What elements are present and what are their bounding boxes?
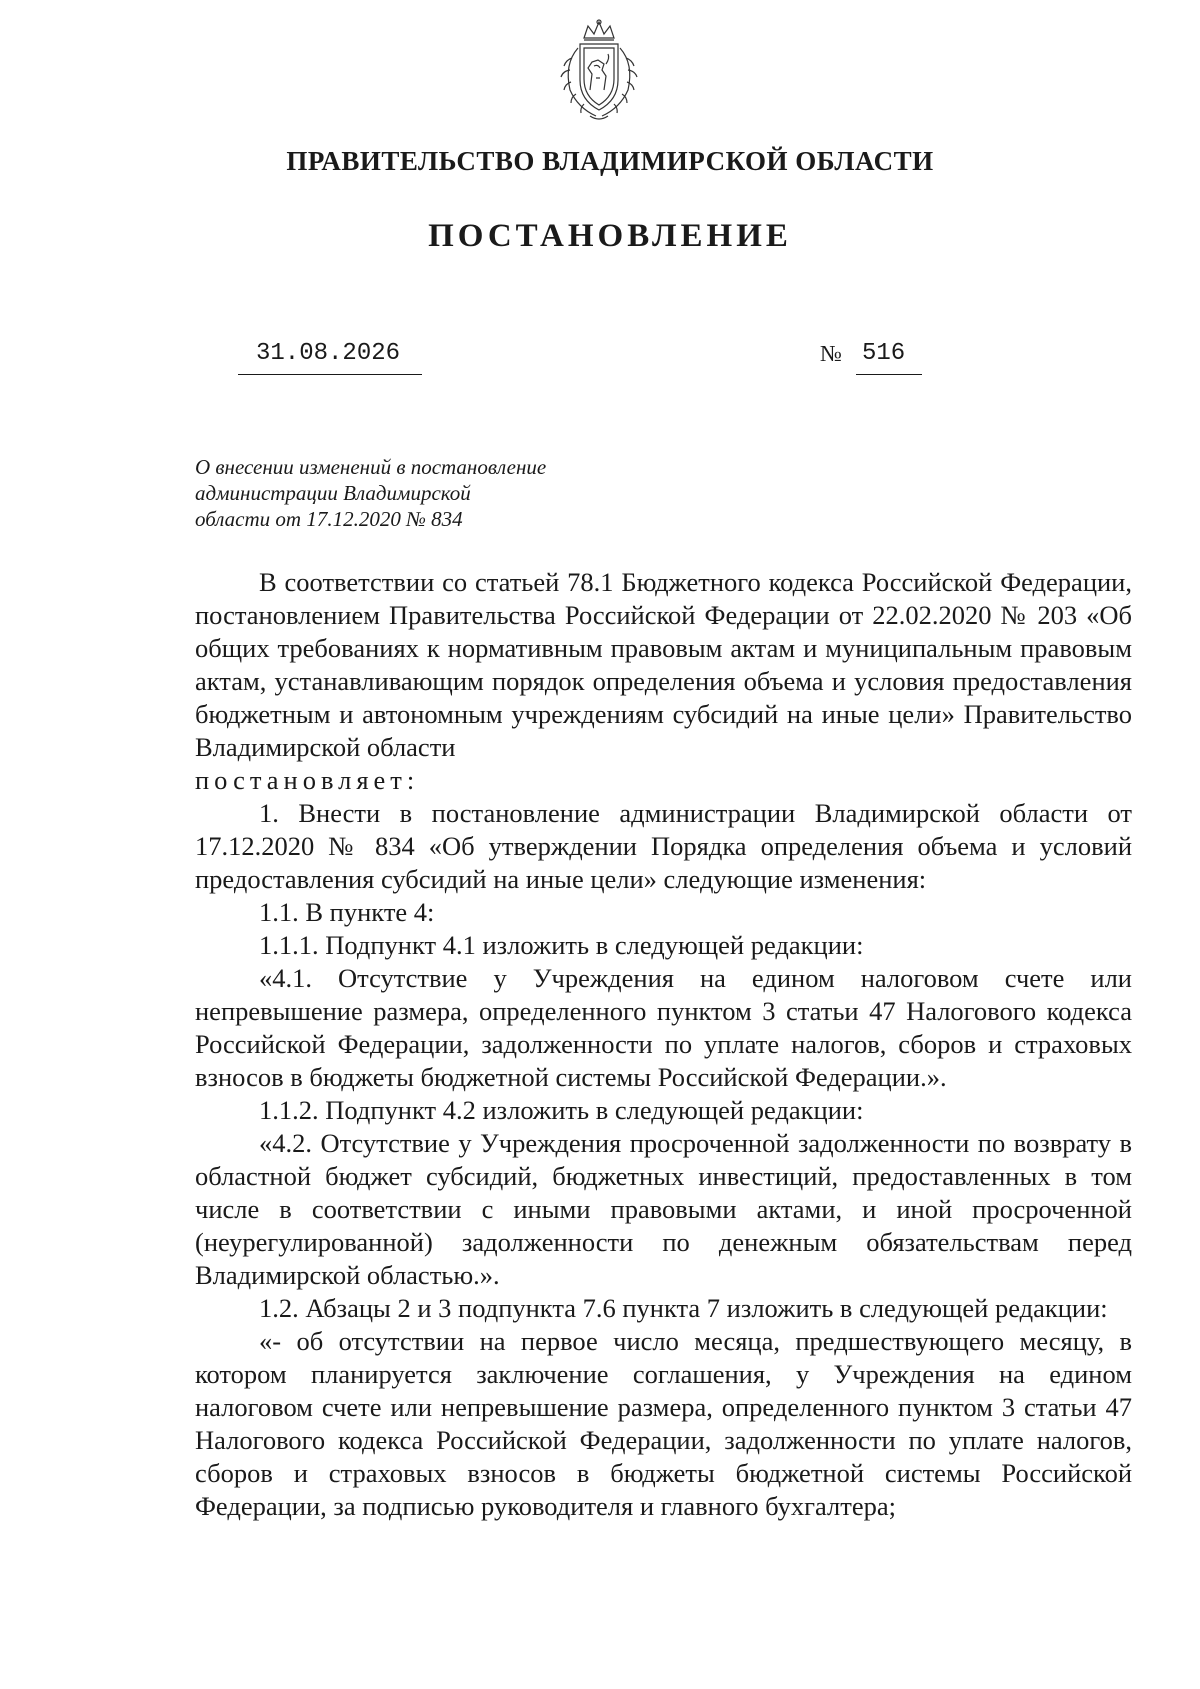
document-type: ПОСТАНОВЛЕНИЕ [428,218,792,254]
coat-of-arms-icon [540,18,658,124]
body-paragraph: «- об отсутствии на первое число месяца, предшествующего месяцу, в котором планируется заключение соглашения, у Учреждения на едином налоговом счете или непревышение размера, определенного пунктом 3 статьи 47 Налогового кодекса Российской Федерации, задолженности по уплате налогов, сборов и страховых взносов в бюджеты бюджетной системы Российской Федерации, за подписью руководителя и главного бухгалтера; [195,1326,1132,1521]
preamble-paragraph: В соответствии со статьей 78.1 Бюджетного кодекса Российской Федерации, постановлением Правительства Российской Федерации от 22.02.2020 № 203 «Об общих требованиях к нормативным правовым актам и муниципальным правовым актам, устанавливающим порядок определения объема и условия предоставления бюджетным и автономным учреждениям субсидий на иные цели» Правительство Владимирской области [195,567,1132,762]
body-paragraph: 1.1. В пункте 4: [259,897,435,927]
organization-name: ПРАВИТЕЛЬСТВО ВЛАДИМИРСКОЙ ОБЛАСТИ [286,146,934,176]
subject-line: администрации Владимирской [195,481,471,505]
number-underline [856,374,922,375]
subject-line: О внесении изменений в постановление [195,455,547,479]
body-paragraph: 1.1.2. Подпункт 4.2 изложить в следующей редакции: [259,1095,864,1125]
coat-of-arms-emblem [540,18,658,124]
date-underline [238,374,422,375]
body-paragraph: 1.2. Абзацы 2 и 3 подпункта 7.6 пункта 7 изложить в следующей редакции: [259,1293,1108,1323]
document-date: 31.08.2026 [256,340,401,367]
subject-line: области от 17.12.2020 № 834 [195,507,463,531]
body-paragraph: 1.1.1. Подпункт 4.1 изложить в следующей редакции: [259,930,864,960]
document-body [195,566,1132,1523]
document-subject [195,454,675,532]
body-paragraph: «4.2. Отсутствие у Учреждения просроченной задолженности по возврату в областной бюджет субсидий, бюджетных инвестиций, предоставленных в том числе в соответствии с иными правовыми актами, и иной просроченной (неурегулированной) задолженности по денежным обязательствам перед Владимирской областью.». [195,1128,1132,1290]
body-paragraph: «4.1. Отсутствие у Учреждения на едином налоговом счете или непревышение размера, определенного пунктом 3 статьи 47 Налогового кодекса Российской Федерации, задолженности по уплате налогов, сборов и страховых взносов в бюджеты бюджетной системы Российской Федерации.». [195,963,1132,1092]
resolves-word: постановляет: [195,765,420,795]
number-label: № [820,341,842,366]
body-paragraph: 1. Внести в постановление администрации Владимирской области от 17.12.2020 № 834 «Об утверждении Порядка определения объема и условий предоставления субсидий на иные цели» следующие изменения: [195,798,1132,894]
document-number: 516 [862,340,906,367]
